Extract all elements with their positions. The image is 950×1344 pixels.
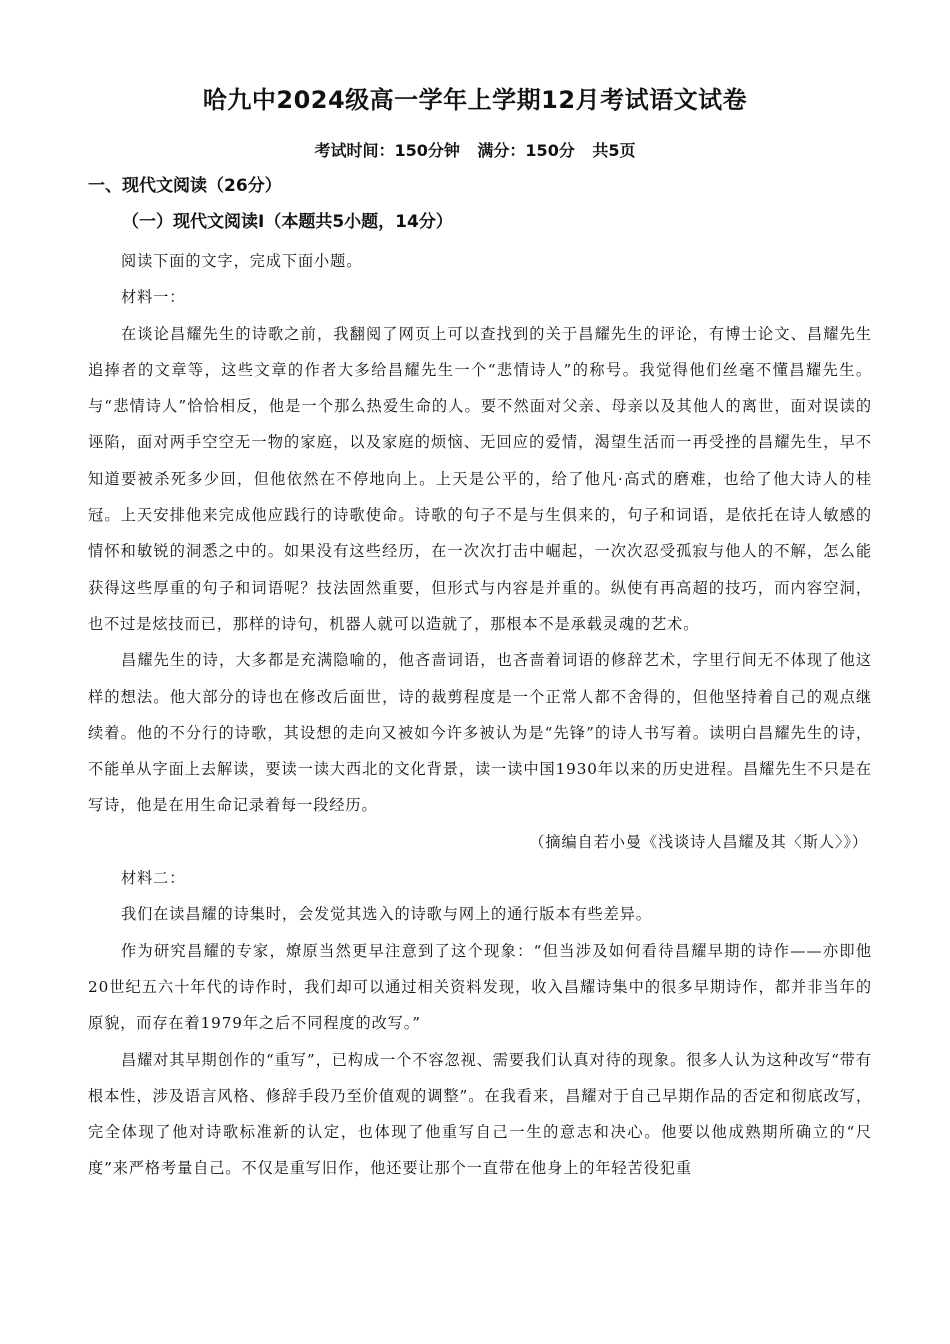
- material-1-paragraph-1: 在谈论昌耀先生的诗歌之前，我翻阅了网页上可以查找到的关于昌耀先生的评论，有博士论文、昌耀先生追捧者的文章等，这些文章的作者大多给昌耀先生一个“悲情诗人”的称号。我觉得他们丝毫不懂昌耀先生。与“悲情诗人”恰恰相反，他是一个那么热爱生命的人。要不然面对父亲、母亲以及其他人的离世，面对误读的诬陷，面对两手空空无一物的家庭，以及家庭的烦恼、无回应的爱情，渴望生活而一再受挫的昌耀先生，早不知道要被杀死多少回，但他依然在不停地向上。上天是公平的，给了他凡·高式的磨难，也给了他大诗人的桂冠。上天安排他来完成他应践行的诗歌使命。诗歌的句子不是与生俱来的，句子和词语，是依托在诗人敏感的情怀和敏锐的洞悉之中的。如果没有这些经历，在一次次打击中崛起，一次次忍受孤寂与他人的不解，怎么能获得这些厚重的句子和词语呢？技法固然重要，但形式与内容是并重的。纵使有再高超的技巧，而内容空洞，也不过是炫技而已，那样的诗句，机器人就可以造就了，那根本不是承载灵魂的艺术。: [88, 324, 872, 633]
- material-1-source: （摘编自若小曼《浅谈诗人昌耀及其〈斯人〉》）: [529, 832, 868, 851]
- subsection-heading-reading-1: （一）现代文阅读Ⅰ（本题共5小题，14分）: [122, 212, 453, 232]
- material-2-paragraph-1: 我们在读昌耀的诗集时，会发觉其选入的诗歌与网上的通行版本有些差异。: [121, 905, 652, 924]
- reading-instruction: 阅读下面的文字，完成下面小题。: [121, 252, 363, 270]
- material-2-paragraph-3: 昌耀对其早期创作的“重写”，已构成一个不容忽视、需要我们认真对待的现象。很多人认为这种改写“带有根本性，涉及语言风格、修辞手段乃至价值观的调整”。在我看来，昌耀对于自己早期作品的否定和彻底改写，完全体现了他对诗歌标准新的认定，也体现了他重写自己一生的意志和决心。他要以他成熟期所确立的“尺度”来严格考量自己。不仅是重写旧作，他还要让那个一直带在他身上的年轻苦役犯重: [88, 1050, 872, 1178]
- material-1-paragraph-2: 昌耀先生的诗，大多都是充满隐喻的，他吝啬词语，也吝啬着词语的修辞艺术，字里行间无不体现了他这样的想法。他大部分的诗也在修改后面世，诗的裁剪程度是一个正常人都不舍得的，但他坚持着自己的观点继续着。他的不分行的诗歌，其设想的走向又被如今许多被认为是“先锋”的诗人书写着。读明白昌耀先生的诗，不能单从字面上去解读，要读一读大西北的文化背景，读一读中国1930年以来的历史进程。昌耀先生不只是在写诗，他是在用生命记录着每一段经历。: [88, 651, 872, 815]
- passage-body: [88, 243, 872, 1187]
- exam-info: 考试时间：150分钟 满分：150分 共5页: [314, 141, 636, 160]
- material-2-paragraph-2: 作为研究昌耀的专家，燎原当然更早注意到了这个现象：“但当涉及如何看待昌耀早期的诗作——亦即他20世纪五六十年代的诗作时，我们却可以通过相关资料发现，收入昌耀诗集中的很多早期诗作，都并非当年的原貌，而存在着1979年之后不同程度的改写。”: [88, 941, 872, 1033]
- material-1-label: 材料一：: [121, 288, 186, 307]
- section-heading-modern-reading: 一、现代文阅读（26分）: [88, 176, 282, 196]
- material-2-label: 材料二：: [121, 869, 186, 888]
- exam-title: 哈九中2024级高一学年上学期12月考试语文试卷: [202, 86, 748, 114]
